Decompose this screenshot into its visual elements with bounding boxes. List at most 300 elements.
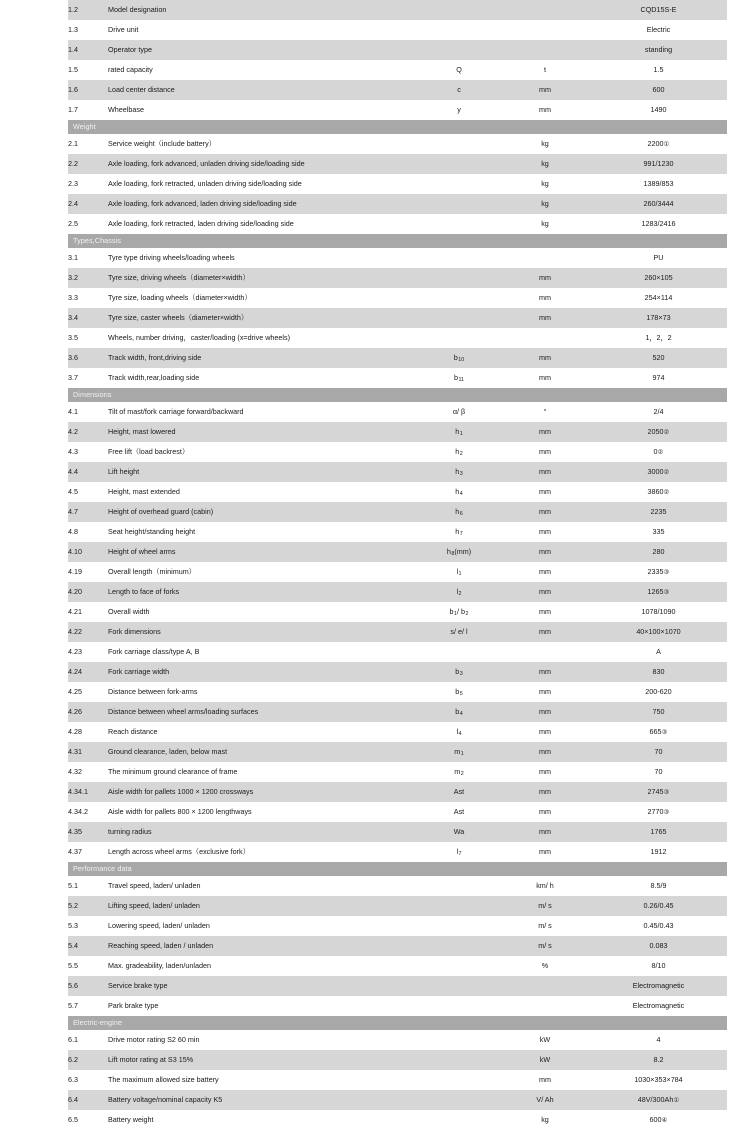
row-symbol: $l_4$ [418,722,500,742]
row-symbol: $h_1$ [418,422,500,442]
table-row [68,174,727,194]
section-header-label: Electric-engine [68,1016,727,1030]
row-description: Lifting speed, laden/ unladen [108,896,418,916]
row-description: Lowering speed, laden/ unladen [108,916,418,936]
row-description: Overall width [108,602,418,622]
row-reference-number: 4.20 [68,582,108,602]
row-symbol [418,976,500,996]
row-symbol: Wa [418,822,500,842]
row-symbol [418,642,500,662]
row-description: Height of overhead guard (cabin) [108,502,418,522]
row-unit [500,20,590,40]
section-header-label: Performance data [68,862,727,876]
row-reference-number: 1.5 [68,60,108,80]
row-value: 0② [590,442,727,462]
row-value: 520 [590,348,727,368]
row-value: 2335③ [590,562,727,582]
row-reference-number: 3.5 [68,328,108,348]
row-description: Aisle width for pallets 800 × 1200 lengthways [108,802,418,822]
row-symbol [418,134,500,154]
row-unit: mm [500,702,590,722]
section-header-label: Dimensions [68,388,727,402]
table-row [68,1110,727,1130]
row-unit: mm [500,822,590,842]
row-symbol: $b_{11}$ [418,368,500,388]
row-description: Wheels, number driving，caster/loading (x=drive wheels) [108,328,418,348]
row-description: Aisle width for pallets 1000 × 1200 crossways [108,782,418,802]
row-value: 1，2，2 [590,328,727,348]
row-value: 260×105 [590,268,727,288]
row-value: 1765 [590,822,727,842]
section-header-label: Types,Chassis [68,234,727,248]
row-reference-number: 4.37 [68,842,108,862]
row-value: 1265③ [590,582,727,602]
table-row [68,762,727,782]
table-row [68,876,727,896]
row-symbol: $b_{10}$ [418,348,500,368]
row-description: Length to face of forks [108,582,418,602]
row-reference-number: 4.8 [68,522,108,542]
table-row [68,60,727,80]
row-unit [500,40,590,60]
row-value: 1078/1090 [590,602,727,622]
table-row [68,328,727,348]
row-reference-number: 3.3 [68,288,108,308]
row-description: Tyre size, driving wheels（diameter×width） [108,268,418,288]
row-value: 1.5 [590,60,727,80]
row-reference-number: 2.4 [68,194,108,214]
row-reference-number: 4.22 [68,622,108,642]
row-value: 335 [590,522,727,542]
specification-table [68,0,727,1130]
row-symbol [418,936,500,956]
row-unit: mm [500,602,590,622]
row-value: 2050② [590,422,727,442]
table-row [68,662,727,682]
section-header-row [68,1016,727,1030]
row-description: Height, mast extended [108,482,418,502]
row-description: Wheelbase [108,100,418,120]
row-symbol: Q [418,60,500,80]
row-reference-number: 6.2 [68,1050,108,1070]
row-value: 8.2 [590,1050,727,1070]
row-symbol: $b_3$ [418,662,500,682]
row-symbol [418,876,500,896]
section-header-row [68,388,727,402]
row-description: Model designation [108,0,418,20]
row-description: Axle loading, fork advanced, laden driving side/loading side [108,194,418,214]
row-unit: kg [500,214,590,234]
row-symbol: c [418,80,500,100]
table-row [68,422,727,442]
table-row [68,742,727,762]
row-description: Tilt of mast/fork carriage forward/backward [108,402,418,422]
table-row [68,582,727,602]
row-value: 2235 [590,502,727,522]
table-row [68,1070,727,1090]
table-row [68,502,727,522]
row-value: 1912 [590,842,727,862]
row-description: Reaching speed, laden / unladen [108,936,418,956]
row-description: Seat height/standing height [108,522,418,542]
row-reference-number: 5.5 [68,956,108,976]
row-symbol: $h_7$ [418,522,500,542]
row-value: 3860② [590,482,727,502]
row-unit: m/ s [500,916,590,936]
table-row [68,268,727,288]
row-value: 48V/300Ah① [590,1090,727,1110]
table-row [68,442,727,462]
row-reference-number: 1.6 [68,80,108,100]
row-unit: % [500,956,590,976]
row-description: Tyre size, caster wheels（diameter×width） [108,308,418,328]
row-description: Axle loading, fork advanced, unladen driving side/loading side [108,154,418,174]
row-unit: ° [500,402,590,422]
table-row [68,996,727,1016]
row-reference-number: 1.4 [68,40,108,60]
row-description: Overall length（minimum） [108,562,418,582]
row-reference-number: 4.4 [68,462,108,482]
row-reference-number: 2.2 [68,154,108,174]
row-reference-number: 6.1 [68,1030,108,1050]
row-description: Fork carriage class/type A, B [108,642,418,662]
row-description: Distance between wheel arms/loading surfaces [108,702,418,722]
row-value: 974 [590,368,727,388]
row-value: 2/4 [590,402,727,422]
row-unit: mm [500,742,590,762]
row-value: 600 [590,80,727,100]
row-description: Track width, front,driving side [108,348,418,368]
row-value: 2745③ [590,782,727,802]
row-value: 260/3444 [590,194,727,214]
row-symbol: $b_4$ [418,702,500,722]
row-unit: mm [500,762,590,782]
row-reference-number: 4.5 [68,482,108,502]
row-unit [500,248,590,268]
section-header-row [68,862,727,876]
row-unit: mm [500,1070,590,1090]
row-reference-number: 4.19 [68,562,108,582]
row-value: 0.083 [590,936,727,956]
row-description: Service weight（include battery） [108,134,418,154]
row-reference-number: 6.5 [68,1110,108,1130]
row-unit: mm [500,422,590,442]
row-description: Axle loading, fork retracted, unladen driving side/loading side [108,174,418,194]
row-value: 0.26/0.45 [590,896,727,916]
row-reference-number: 4.28 [68,722,108,742]
row-unit [500,328,590,348]
row-value: 3000② [590,462,727,482]
row-value: 4 [590,1030,727,1050]
row-reference-number: 4.32 [68,762,108,782]
row-description: The minimum ground clearance of frame [108,762,418,782]
row-value: 0.45/0.43 [590,916,727,936]
row-unit: kg [500,174,590,194]
row-description: Fork dimensions [108,622,418,642]
row-value: A [590,642,727,662]
row-reference-number: 4.25 [68,682,108,702]
row-unit: mm [500,722,590,742]
row-symbol [418,1090,500,1110]
row-reference-number: 6.3 [68,1070,108,1090]
row-reference-number: 4.35 [68,822,108,842]
row-reference-number: 4.10 [68,542,108,562]
row-symbol: α/ β [418,402,500,422]
row-value: 254×114 [590,288,727,308]
table-row [68,348,727,368]
table-row [68,1030,727,1050]
row-unit: mm [500,802,590,822]
table-row [68,702,727,722]
table-row [68,642,727,662]
row-symbol [418,288,500,308]
row-reference-number: 1.2 [68,0,108,20]
table-row [68,194,727,214]
table-row [68,722,727,742]
row-description: Length across wheel arms（exclusive fork） [108,842,418,862]
row-value: 2200① [590,134,727,154]
row-value: 830 [590,662,727,682]
section-header-row [68,120,727,134]
row-unit: mm [500,582,590,602]
row-reference-number: 4.3 [68,442,108,462]
row-description: Park brake type [108,996,418,1016]
table-row [68,462,727,482]
row-description: Height, mast lowered [108,422,418,442]
row-unit: mm [500,80,590,100]
row-description: Tyre size, loading wheels（diameter×width） [108,288,418,308]
row-unit: mm [500,100,590,120]
row-symbol: $l_2$ [418,582,500,602]
row-symbol: y [418,100,500,120]
row-symbol [418,248,500,268]
table-row [68,482,727,502]
row-value: 40×100×1070 [590,622,727,642]
row-reference-number: 4.31 [68,742,108,762]
row-unit: mm [500,462,590,482]
row-unit: mm [500,782,590,802]
row-symbol [418,1070,500,1090]
row-description: Drive motor rating S2 60 min [108,1030,418,1050]
row-symbol [418,956,500,976]
row-reference-number: 5.4 [68,936,108,956]
row-symbol [418,0,500,20]
row-reference-number: 3.7 [68,368,108,388]
row-reference-number: 4.23 [68,642,108,662]
row-description: Height of wheel arms [108,542,418,562]
row-unit: m/ s [500,936,590,956]
row-description: rated capacity [108,60,418,80]
row-reference-number: 4.26 [68,702,108,722]
table-row [68,822,727,842]
table-row [68,936,727,956]
row-unit: mm [500,502,590,522]
table-row [68,368,727,388]
row-reference-number: 5.3 [68,916,108,936]
row-unit: kW [500,1050,590,1070]
row-unit: mm [500,368,590,388]
row-unit: mm [500,562,590,582]
row-description: Lift height [108,462,418,482]
row-reference-number: 1.3 [68,20,108,40]
row-unit: km/ h [500,876,590,896]
table-row [68,40,727,60]
row-unit: t [500,60,590,80]
row-value: CQD15S-E [590,0,727,20]
table-row [68,622,727,642]
section-header-label: Weight [68,120,727,134]
row-value: 665③ [590,722,727,742]
row-symbol [418,194,500,214]
row-symbol [418,896,500,916]
row-description: Operator type [108,40,418,60]
row-symbol [418,916,500,936]
row-symbol [418,268,500,288]
row-reference-number: 5.6 [68,976,108,996]
row-symbol [418,154,500,174]
table-row [68,842,727,862]
row-reference-number: 4.34.1 [68,782,108,802]
row-value: 2770③ [590,802,727,822]
table-row [68,134,727,154]
row-symbol [418,174,500,194]
row-reference-number: 5.7 [68,996,108,1016]
table-row [68,402,727,422]
table-row [68,782,727,802]
row-value: 8.5/9 [590,876,727,896]
row-value: 991/1230 [590,154,727,174]
row-value: standing [590,40,727,60]
row-reference-number: 4.2 [68,422,108,442]
row-symbol: $b_1/$ $b_2$ [418,602,500,622]
row-unit: mm [500,622,590,642]
row-unit: m/ s [500,896,590,916]
row-value: 8/10 [590,956,727,976]
row-description: Distance between fork-arms [108,682,418,702]
row-symbol [418,20,500,40]
table-row [68,602,727,622]
row-unit: mm [500,542,590,562]
table-row [68,802,727,822]
table-row [68,248,727,268]
table-row [68,80,727,100]
row-symbol [418,1050,500,1070]
row-symbol [418,328,500,348]
row-unit: kg [500,154,590,174]
row-reference-number: 2.1 [68,134,108,154]
table-row [68,0,727,20]
row-reference-number: 2.5 [68,214,108,234]
row-description: Axle loading, fork retracted, laden driving side/loading side [108,214,418,234]
row-value: 70 [590,742,727,762]
table-row [68,522,727,542]
table-row [68,976,727,996]
row-symbol: Ast [418,782,500,802]
row-description: Ground clearance, laden, below mast [108,742,418,762]
row-description: Travel speed, laden/ unladen [108,876,418,896]
row-description: Drive unit [108,20,418,40]
row-symbol [418,1110,500,1130]
row-reference-number: 4.1 [68,402,108,422]
row-value: 1030×353×784 [590,1070,727,1090]
row-symbol: Ast [418,802,500,822]
row-unit: kg [500,1110,590,1130]
row-unit [500,996,590,1016]
row-description: Free lift（load backrest） [108,442,418,462]
table-row [68,956,727,976]
row-unit [500,976,590,996]
table-row [68,154,727,174]
row-symbol: $h_6$ [418,502,500,522]
row-symbol: $m_1$ [418,742,500,762]
row-reference-number: 1.7 [68,100,108,120]
row-description: Battery voltage/nominal capacity K5 [108,1090,418,1110]
table-row [68,214,727,234]
row-symbol [418,214,500,234]
row-unit: mm [500,482,590,502]
row-description: Tyre type driving wheels/loading wheels [108,248,418,268]
row-unit: mm [500,348,590,368]
row-symbol [418,308,500,328]
row-symbol: $l_7$ [418,842,500,862]
row-description: Fork carriage width [108,662,418,682]
row-unit: kW [500,1030,590,1050]
row-description: Service brake type [108,976,418,996]
row-value: 1389/853 [590,174,727,194]
row-reference-number: 3.1 [68,248,108,268]
row-reference-number: 4.21 [68,602,108,622]
row-reference-number: 5.1 [68,876,108,896]
row-value: Electromagnetic [590,976,727,996]
specification-sheet [68,0,727,1130]
table-row [68,308,727,328]
row-value: 280 [590,542,727,562]
row-reference-number: 3.6 [68,348,108,368]
row-unit: kg [500,134,590,154]
row-value: Electromagnetic [590,996,727,1016]
row-unit [500,642,590,662]
table-row [68,20,727,40]
row-unit: V/ Ah [500,1090,590,1110]
row-value: 200-620 [590,682,727,702]
row-value: PU [590,248,727,268]
row-symbol [418,40,500,60]
row-symbol [418,1030,500,1050]
row-reference-number: 5.2 [68,896,108,916]
row-description: Load center distance [108,80,418,100]
row-value: 600④ [590,1110,727,1130]
row-description: Track width,rear,loading side [108,368,418,388]
row-description: Max. gradeability, laden/unladen [108,956,418,976]
row-unit: mm [500,522,590,542]
row-value: 178×73 [590,308,727,328]
table-row [68,542,727,562]
table-row [68,916,727,936]
row-symbol [418,996,500,1016]
row-reference-number: 4.24 [68,662,108,682]
row-unit [500,0,590,20]
row-description: turning radius [108,822,418,842]
row-symbol: $b_5$ [418,682,500,702]
row-symbol: $h_4$ [418,482,500,502]
row-symbol: $h_8(mm)$ [418,542,500,562]
row-reference-number: 3.4 [68,308,108,328]
row-unit: mm [500,442,590,462]
row-unit: mm [500,842,590,862]
row-symbol: s/ e/ l [418,622,500,642]
table-row [68,100,727,120]
row-value: 70 [590,762,727,782]
